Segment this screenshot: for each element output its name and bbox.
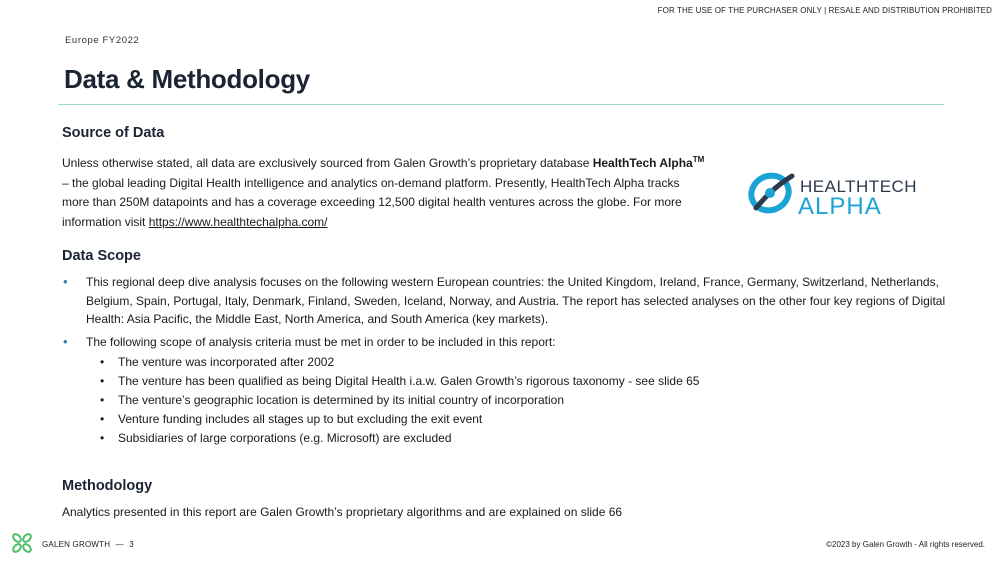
distribution-notice: FOR THE USE OF THE PURCHASER ONLY | RESALE AND DISTRIBUTION PROHIBITED	[657, 6, 992, 15]
page-title: Data & Methodology	[64, 64, 310, 94]
criteria-item: • Venture funding includes all stages up to but excluding the exit event	[118, 410, 952, 429]
criteria-item: • Subsidiaries of large corporations (e.g. Microsoft) are excluded	[118, 429, 952, 448]
scope-heading: Data Scope	[62, 248, 141, 264]
footer-company: GALEN GROWTH — 3	[42, 540, 134, 549]
criteria-item: • The venture has been qualified as being Digital Health i.a.w. Galen Growth’s rigorous taxonomy - see slide 65	[118, 372, 952, 391]
db-name: HealthTech Alpha	[592, 156, 693, 170]
copyright: ©2023 by Galen Growth - All rights reserved.	[826, 540, 985, 549]
scope-list	[62, 273, 952, 448]
page-number: 3	[129, 540, 134, 549]
criteria-list	[118, 353, 952, 448]
healthtech-alpha-logo	[748, 168, 958, 218]
alpha-swirl-icon	[748, 170, 794, 217]
source-heading: Source of Data	[62, 125, 165, 141]
list-item: • The following scope of analysis criteria must be met in order to be included in this report:	[62, 333, 952, 352]
methodology-heading: Methodology	[62, 478, 153, 494]
criteria-item: • The venture’s geographic location is determined by its initial country of incorporation	[118, 391, 952, 410]
methodology-paragraph: Analytics presented in this report are Galen Growth’s proprietary algorithms and are explained on slide 66	[62, 505, 623, 519]
healthtechalpha-link[interactable]: https://www.healthtechalpha.com/	[148, 214, 328, 229]
list-item: • This regional deep dive analysis focuses on the following western European countries: the United Kingdom, Ireland, France, Germany, Switzerland, Netherlands, Belgium, Spain, Portugal, Italy, Denmark, Finland, Sweden, Iceland, Norway, and Austria. The report has selected analyses on the other four key regions of Digital Health: Asia Pacific, the Middle East, North America, and South America (key markets).	[62, 273, 952, 329]
logo-line1: HEALTHTECH	[800, 177, 918, 196]
trademark: TM	[692, 155, 705, 164]
title-divider	[58, 104, 944, 105]
galen-growth-logo-icon	[10, 531, 34, 555]
source-paragraph: Unless otherwise stated, all data are exclusively sourced from Galen Growth’s proprietary database HealthTech Alpha™ – the global leading Digital Health intelligence and analytics on-demand platform. Presently, HealthTech Alpha tracks more than 250M datapoints and has a coverage exceeding 12,500 digital health ventures across the globe. For more information visit https://www.healthtechalpha.com/	[62, 155, 705, 229]
logo-line2: ALPHA	[798, 193, 882, 218]
criteria-item: • The venture was incorporated after 2002	[118, 353, 952, 372]
region-label: Europe FY2022	[65, 35, 140, 46]
